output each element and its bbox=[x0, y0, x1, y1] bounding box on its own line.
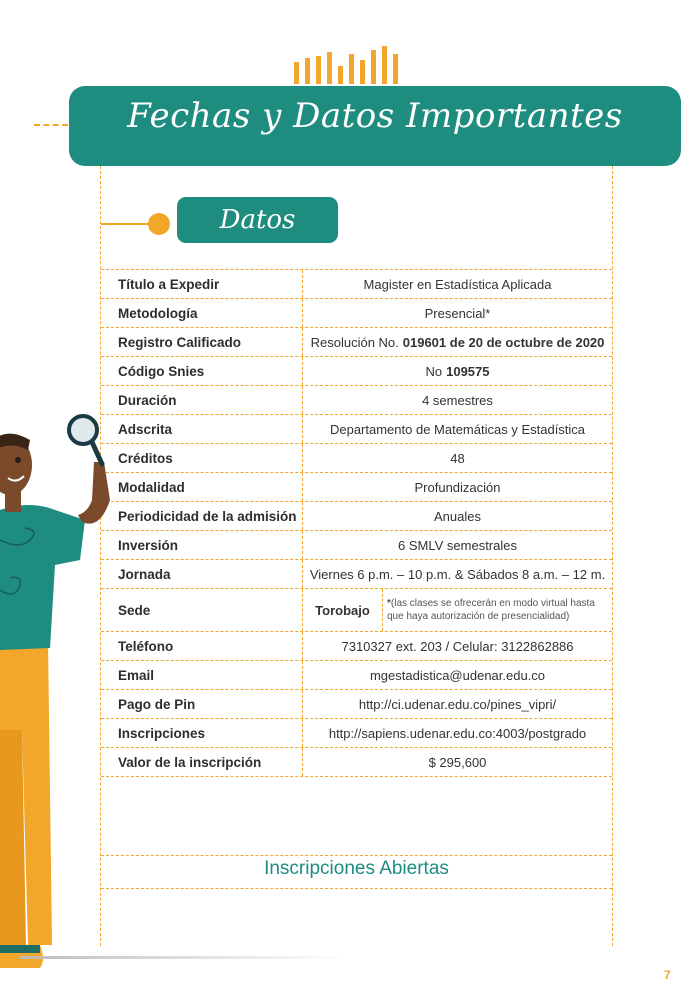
table-row bbox=[101, 719, 612, 748]
header-banner bbox=[69, 86, 681, 166]
row-value bbox=[303, 357, 612, 385]
row-label: Inscripciones bbox=[101, 719, 303, 747]
note-text: (las clases se ofrecerán en modo virtual hasta que haya autorización de presencialidad) bbox=[387, 598, 595, 622]
email-value[interactable]: mgestadistica@udenar.edu.co bbox=[369, 667, 546, 683]
value-prefix: Resolución No. bbox=[310, 334, 399, 350]
table-row bbox=[101, 357, 612, 386]
row-label: Teléfono bbox=[101, 632, 303, 660]
row-value: Presencial* bbox=[424, 305, 491, 321]
table-row bbox=[101, 560, 612, 589]
note-asterisk: * bbox=[387, 598, 391, 609]
row-label: Modalidad bbox=[101, 473, 303, 501]
section-title: Datos bbox=[177, 197, 338, 243]
header-dash bbox=[34, 124, 68, 126]
right-guide bbox=[612, 166, 613, 946]
section-dot bbox=[148, 213, 170, 235]
row-label: Adscrita bbox=[101, 415, 303, 443]
row-label: Email bbox=[101, 661, 303, 689]
value-emphasis: 019601 de 20 de octubre de 2020 bbox=[402, 334, 605, 350]
row-value: Profundización bbox=[414, 479, 501, 495]
table-row bbox=[101, 632, 612, 661]
table-row bbox=[101, 502, 612, 531]
table-row bbox=[101, 531, 612, 560]
row-value: Viernes 6 p.m. – 10 p.m. & Sábados 8 a.m. – 12 m. bbox=[309, 566, 606, 582]
campus-name: Torobajo bbox=[303, 589, 383, 631]
row-value bbox=[303, 328, 612, 356]
row-value: 6 SMLV semestrales bbox=[398, 537, 517, 553]
registration-link[interactable]: http://sapiens.udenar.edu.co:4003/postgrado bbox=[328, 725, 587, 741]
table-row bbox=[101, 690, 612, 719]
table-row bbox=[101, 328, 612, 357]
table-row bbox=[101, 661, 612, 690]
value-prefix: No bbox=[425, 363, 443, 379]
table-row bbox=[101, 444, 612, 473]
row-value: 48 bbox=[450, 450, 465, 466]
table-row bbox=[101, 386, 612, 415]
row-label: Jornada bbox=[101, 560, 303, 588]
table-row bbox=[101, 269, 612, 299]
data-table bbox=[101, 269, 612, 777]
campus-note bbox=[383, 597, 612, 623]
row-value: Departamento de Matemáticas y Estadística bbox=[329, 421, 586, 437]
row-value: Anuales bbox=[434, 508, 481, 524]
pin-payment-link[interactable]: http://ci.udenar.edu.co/pines_vipri/ bbox=[358, 696, 557, 712]
registration-open-banner: Inscripciones Abiertas bbox=[264, 858, 449, 879]
page-title: Fechas y Datos Importantes bbox=[127, 96, 623, 136]
table-row bbox=[101, 415, 612, 444]
ground-shadow bbox=[20, 956, 350, 959]
row-label: Título a Expedir bbox=[101, 270, 303, 298]
row-label: Sede bbox=[101, 589, 303, 631]
row-label: Inversión bbox=[101, 531, 303, 559]
row-label: Pago de Pin bbox=[101, 690, 303, 718]
decorative-bars bbox=[294, 44, 412, 84]
row-value: 4 semestres bbox=[422, 392, 493, 408]
row-label: Duración bbox=[101, 386, 303, 414]
row-value: 7310327 ext. 203 / Celular: 3122862886 bbox=[341, 638, 574, 654]
row-value: $ 295,600 bbox=[428, 754, 487, 770]
row-label: Metodología bbox=[101, 299, 303, 327]
table-row bbox=[101, 589, 612, 632]
row-label: Código Snies bbox=[101, 357, 303, 385]
row-label: Créditos bbox=[101, 444, 303, 472]
table-row bbox=[101, 748, 612, 777]
value-emphasis: 109575 bbox=[446, 363, 490, 379]
row-label: Registro Calificado bbox=[101, 328, 303, 356]
row-value: Magister en Estadística Aplicada bbox=[363, 276, 552, 292]
banner-bottom-rule bbox=[101, 888, 612, 889]
page-number: 7 bbox=[664, 968, 671, 982]
section-connector bbox=[101, 223, 151, 225]
table-row bbox=[101, 473, 612, 502]
row-value bbox=[303, 589, 612, 631]
person-with-magnifier-illustration bbox=[0, 400, 120, 970]
banner-top-rule bbox=[101, 855, 612, 856]
table-row bbox=[101, 299, 612, 328]
row-label: Periodicidad de la admisión bbox=[101, 502, 303, 530]
row-label: Valor de la inscripción bbox=[101, 748, 303, 776]
